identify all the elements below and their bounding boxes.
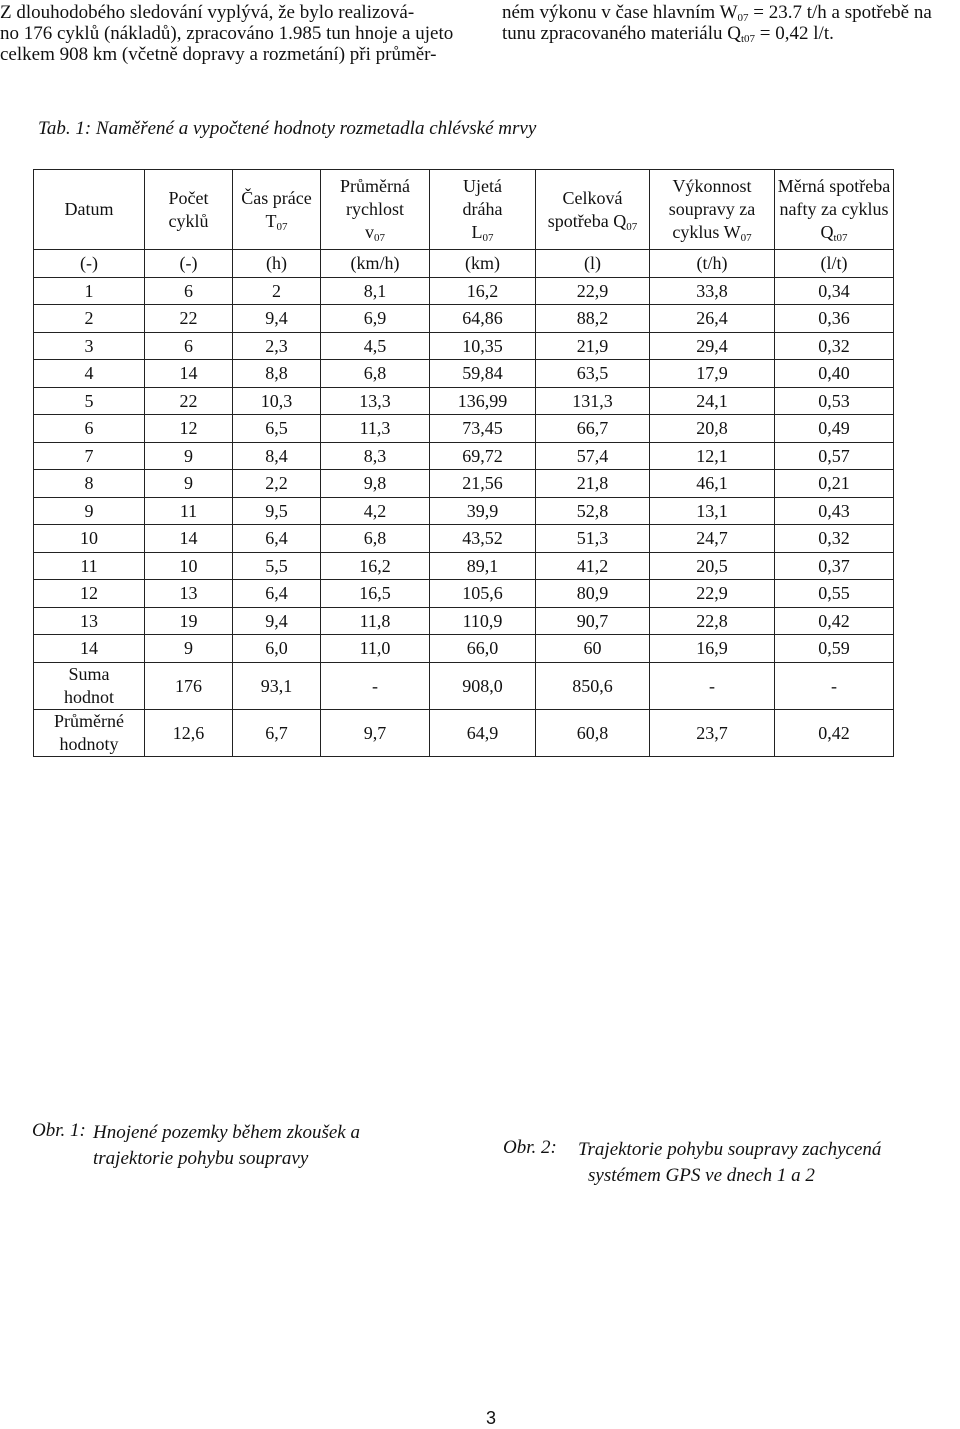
column-header-line [321, 221, 429, 244]
unit-cell: (-) [34, 250, 145, 278]
table-cell: 14 [34, 635, 145, 663]
table-cell: 0,40 [775, 360, 894, 388]
summary-label-line: Suma [68, 663, 110, 684]
table-cell: 73,45 [430, 415, 536, 443]
table-cell: 69,72 [430, 442, 536, 470]
summary-cell: 6,7 [233, 709, 321, 756]
summary-cell: 64,9 [430, 709, 536, 756]
table-cell: 13 [34, 607, 145, 635]
column-header-subscript: 07 [374, 232, 385, 244]
table-cell: 12 [34, 580, 145, 608]
column-header-subscript: 07 [626, 220, 638, 233]
intro-right-line-2: tunu zpracovaného materiálu $Q_{t07} = 0,42$ l/t. [502, 23, 834, 45]
column-header-subscript: 07 [482, 232, 494, 244]
figure-1-caption-line: Hnojené pozemky během zkoušek a [93, 1122, 360, 1143]
table-cell: 11 [145, 497, 233, 525]
column-header-line: Datum [64, 199, 114, 219]
intro-left-line: no 176 cyklů (nákladů), zpracováno 1.985 tun hnoje a ujeto [0, 23, 454, 44]
table-cell: 2 [34, 305, 145, 333]
unit-cell: (h) [233, 250, 321, 278]
table-cell: 5,5 [233, 552, 321, 580]
table-cell: 52,8 [536, 497, 650, 525]
table-row [34, 497, 894, 525]
table-cell: 3 [34, 332, 145, 360]
intro-text-left [0, 2, 470, 65]
column-header-subscript: 07 [740, 232, 752, 244]
table-cell: 9,4 [233, 305, 321, 333]
summary-row [34, 709, 894, 756]
column-header-subscript: t07 [833, 232, 848, 244]
table-units-row [34, 250, 894, 278]
table-cell: 6,5 [233, 415, 321, 443]
figure-2-label: Obr. 2: [503, 1137, 557, 1158]
table-cell: 17,9 [650, 360, 775, 388]
intro-text-right [502, 2, 960, 44]
table-row [34, 387, 894, 415]
summary-cell: 176 [145, 662, 233, 709]
table-cell: 22 [145, 305, 233, 333]
table-row [34, 525, 894, 553]
column-header-line: Měrná spotřeba [777, 176, 891, 196]
column-header [650, 170, 775, 250]
table-cell: 11,3 [321, 415, 430, 443]
table-cell: 12,1 [650, 442, 775, 470]
table-cell: 2 [233, 277, 321, 305]
table-cell: 2,2 [233, 470, 321, 498]
measurement-table [33, 169, 894, 757]
summary-cell: 850,6 [536, 662, 650, 709]
table-cell: 7 [34, 442, 145, 470]
summary-cell: - [775, 662, 894, 709]
column-header-text: cyklus W [672, 222, 741, 242]
table-cell: 110,9 [430, 607, 536, 635]
table-cell: 0,43 [775, 497, 894, 525]
table-cell: 51,3 [536, 525, 650, 553]
table-cell: 59,84 [430, 360, 536, 388]
table-cell: 20,5 [650, 552, 775, 580]
table-cell: 6,9 [321, 305, 430, 333]
table-cell: 0,55 [775, 580, 894, 608]
column-header [321, 170, 430, 250]
unit-cell: (km/h) [321, 250, 430, 278]
summary-label-line: hodnoty [59, 733, 119, 754]
table-cell: 8,8 [233, 360, 321, 388]
summary-label-line: hodnot [63, 686, 114, 707]
table-cell: 16,2 [430, 277, 536, 305]
summary-label [34, 662, 145, 709]
table-row [34, 332, 894, 360]
table-cell: 64,86 [430, 305, 536, 333]
table-cell: 14 [145, 525, 233, 553]
column-header [430, 170, 536, 250]
table-cell: 22 [145, 387, 233, 415]
table-cell: 1 [34, 277, 145, 305]
table-cell: 0,42 [775, 607, 894, 635]
table-cell: 19 [145, 607, 233, 635]
column-header-line [233, 210, 320, 233]
table-cell: 8,3 [321, 442, 430, 470]
figure-2-caption-line: systémem GPS ve dnech 1 a 2 [588, 1165, 815, 1186]
column-header-text: v [365, 222, 374, 242]
table-cell: 10,35 [430, 332, 536, 360]
table-cell: 2,3 [233, 332, 321, 360]
table-cell: 16,9 [650, 635, 775, 663]
table-cell: 6 [145, 332, 233, 360]
summary-label [34, 709, 145, 756]
unit-cell: (l) [536, 250, 650, 278]
table-cell: 6 [34, 415, 145, 443]
summary-cell: - [321, 662, 430, 709]
column-header [233, 170, 321, 250]
table-cell: 21,8 [536, 470, 650, 498]
table-cell: 11 [34, 552, 145, 580]
table-cell: 0,36 [775, 305, 894, 333]
table-cell: 5 [34, 387, 145, 415]
table-row [34, 360, 894, 388]
intro-left-line: Z dlouhodobého sledování vyplývá, že bylo realizová- [0, 2, 415, 23]
table-cell: 22,9 [650, 580, 775, 608]
table-cell: 63,5 [536, 360, 650, 388]
table-cell: 0,21 [775, 470, 894, 498]
table-cell: 22,9 [536, 277, 650, 305]
figure-1-caption [93, 1120, 360, 1172]
column-header [145, 170, 233, 250]
table-row [34, 442, 894, 470]
table-cell: 6,4 [233, 525, 321, 553]
table-cell: 4,5 [321, 332, 430, 360]
table-cell: 9 [145, 470, 233, 498]
summary-label-line: Průměrné [54, 710, 124, 731]
intro-left-line: celkem 908 km (včetně dopravy a rozmetání) při průměr- [0, 44, 437, 65]
table-cell: 9 [145, 635, 233, 663]
table-cell: 11,8 [321, 607, 430, 635]
table-cell: 8,1 [321, 277, 430, 305]
figure-2-caption [578, 1137, 881, 1189]
table-cell: 16,2 [321, 552, 430, 580]
table-cell: 12 [145, 415, 233, 443]
table-cell: 57,4 [536, 442, 650, 470]
table-cell: 20,8 [650, 415, 775, 443]
table-cell: 9 [34, 497, 145, 525]
intro-right-line-1: ném výkonu v čase hlavním $W_{07} = 23.7$ t/h a spotřebě na [502, 2, 932, 24]
column-header [34, 170, 145, 250]
table-cell: 66,7 [536, 415, 650, 443]
column-header-line: Ujetá [463, 176, 502, 196]
table-header-row [34, 170, 894, 250]
table-cell: 21,9 [536, 332, 650, 360]
table-cell: 0,37 [775, 552, 894, 580]
table-cell: 80,9 [536, 580, 650, 608]
table-cell: 9 [145, 442, 233, 470]
table-cell: 9,5 [233, 497, 321, 525]
table-cell: 13,1 [650, 497, 775, 525]
figure-2-caption-line: Trajektorie pohybu soupravy zachycená [578, 1139, 882, 1160]
table-cell: 11,0 [321, 635, 430, 663]
table-cell: 41,2 [536, 552, 650, 580]
column-header-line: Celková [562, 187, 623, 208]
table-cell: 136,99 [430, 387, 536, 415]
table-cell: 0,53 [775, 387, 894, 415]
column-header-line: dráha [462, 199, 503, 219]
table-cell: 0,49 [775, 415, 894, 443]
unit-cell: (-) [145, 250, 233, 278]
table-cell: 6,8 [321, 360, 430, 388]
table-cell: 26,4 [650, 305, 775, 333]
table-cell: 21,56 [430, 470, 536, 498]
column-header-text: L [471, 222, 483, 242]
column-header-line: Průměrná [340, 176, 410, 196]
column-header-text: Q [820, 222, 834, 242]
column-header [536, 170, 650, 250]
table-cell: 29,4 [650, 332, 775, 360]
table-cell: 13 [145, 580, 233, 608]
table-cell: 66,0 [430, 635, 536, 663]
column-header-line: Čas práce [241, 187, 312, 208]
column-header [775, 170, 894, 250]
table-cell: 43,52 [430, 525, 536, 553]
table-cell: 13,3 [321, 387, 430, 415]
table-cell: 16,5 [321, 580, 430, 608]
summary-cell: 908,0 [430, 662, 536, 709]
column-header-line: cyklů [168, 210, 209, 231]
table-cell: 0,59 [775, 635, 894, 663]
table-cell: 88,2 [536, 305, 650, 333]
table-cell: 8 [34, 470, 145, 498]
column-header-line: nafty za cyklus [779, 199, 889, 219]
table-row [34, 470, 894, 498]
table-row [34, 552, 894, 580]
table-cell: 6,0 [233, 635, 321, 663]
column-header-line [650, 221, 774, 244]
table-cell: 105,6 [430, 580, 536, 608]
table-cell: 90,7 [536, 607, 650, 635]
table-cell: 4,2 [321, 497, 430, 525]
column-header-line: rychlost [346, 199, 404, 219]
table-cell: 8,4 [233, 442, 321, 470]
table-cell: 39,9 [430, 497, 536, 525]
table-row [34, 415, 894, 443]
unit-cell: (l/t) [775, 250, 894, 278]
table-caption: Tab. 1: Naměřené a vypočtené hodnoty rozmetadla chlévské mrvy [38, 118, 537, 139]
summary-cell: - [650, 662, 775, 709]
summary-cell: 12,6 [145, 709, 233, 756]
column-header-subscript: 07 [276, 220, 288, 233]
summary-cell: 0,42 [775, 709, 894, 756]
table-cell: 131,3 [536, 387, 650, 415]
table-cell: 0,32 [775, 525, 894, 553]
page-number: 3 [486, 1408, 497, 1428]
unit-cell: (t/h) [650, 250, 775, 278]
table-cell: 0,34 [775, 277, 894, 305]
table-cell: 24,7 [650, 525, 775, 553]
table-cell: 10,3 [233, 387, 321, 415]
table-cell: 9,8 [321, 470, 430, 498]
unit-cell: (km) [430, 250, 536, 278]
table-cell: 60 [536, 635, 650, 663]
figure-1-caption-line: trajektorie pohybu soupravy [93, 1148, 309, 1169]
summary-cell: 93,1 [233, 662, 321, 709]
table-cell: 14 [145, 360, 233, 388]
table-row [34, 580, 894, 608]
column-header-line [430, 221, 535, 244]
table-cell: 10 [34, 525, 145, 553]
table-cell: 6 [145, 277, 233, 305]
summary-cell: 9,7 [321, 709, 430, 756]
table-cell: 6,8 [321, 525, 430, 553]
table-cell: 22,8 [650, 607, 775, 635]
table-cell: 46,1 [650, 470, 775, 498]
table-cell: 89,1 [430, 552, 536, 580]
summary-row [34, 662, 894, 709]
table-cell: 10 [145, 552, 233, 580]
column-header-line [536, 210, 649, 233]
summary-cell: 60,8 [536, 709, 650, 756]
figure-1-label: Obr. 1: [32, 1120, 86, 1141]
table-cell: 9,4 [233, 607, 321, 635]
column-header-line [775, 221, 893, 244]
table-cell: 24,1 [650, 387, 775, 415]
table-cell: 6,4 [233, 580, 321, 608]
table-row [34, 305, 894, 333]
table-row [34, 607, 894, 635]
table-cell: 33,8 [650, 277, 775, 305]
summary-cell: 23,7 [650, 709, 775, 756]
column-header-line: Výkonnost [672, 176, 752, 196]
table-cell: 0,57 [775, 442, 894, 470]
column-header-line: soupravy za [668, 199, 756, 219]
column-header-line: Počet [168, 187, 209, 208]
column-header-text: T [265, 210, 277, 231]
table-cell: 0,32 [775, 332, 894, 360]
table-row [34, 277, 894, 305]
table-cell: 4 [34, 360, 145, 388]
table-row [34, 635, 894, 663]
column-header-text: spotřeba Q [547, 210, 627, 231]
